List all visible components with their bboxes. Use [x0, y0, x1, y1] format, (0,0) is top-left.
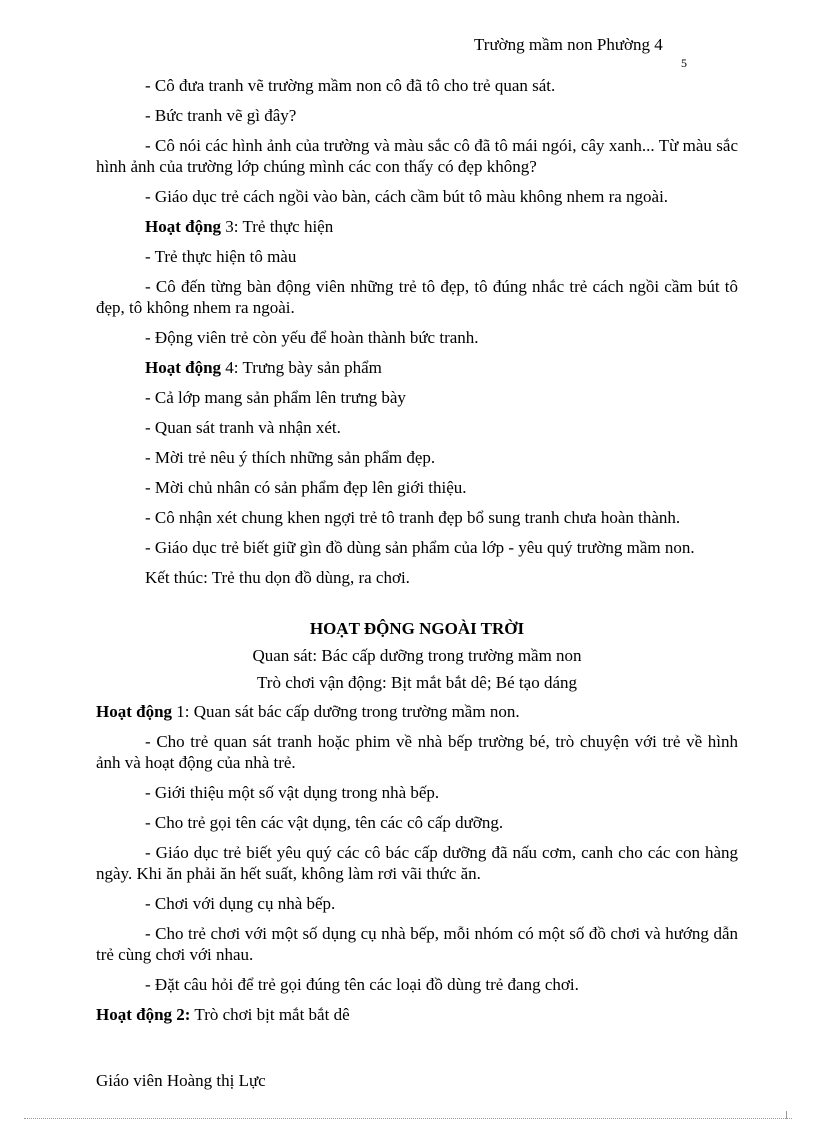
paragraph: - Giáo dục trẻ cách ngồi vào bàn, cách cầm bút tô màu không nhem ra ngoài.: [145, 187, 669, 206]
paragraph: - Trẻ thực hiện tô màu: [145, 247, 297, 266]
header-school-name: Trường mầm non Phường 4: [474, 35, 663, 54]
paragraph: - Cô đến từng bàn động viên những trẻ tô đẹp, tô đúng nhắc trẻ cách ngồi cầm bút tô đẹp, tô không nhem ra ngoài.: [96, 277, 738, 317]
paragraph: - Cô nhận xét chung khen ngợi trẻ tô tranh đẹp bổ sung tranh chưa hoàn thành.: [145, 508, 681, 527]
footer-divider: [24, 1118, 792, 1119]
paragraph: - Cô đưa tranh vẽ trường mầm non cô đã tô cho trẻ quan sát.: [145, 76, 556, 95]
paragraph: - Cho trẻ quan sát tranh hoặc phim về nhà bếp trường bé, trò chuyện với trẻ về hình ảnh và hoạt động của nhà trẻ.: [96, 732, 738, 772]
activity-heading-1: [96, 701, 738, 722]
section-subtitle: Trò chơi vận động: Bịt mắt bắt dê; Bé tạo dáng: [257, 673, 577, 692]
section-title: HOẠT ĐỘNG NGOÀI TRỜI: [309, 619, 525, 638]
paragraph: - Quan sát tranh và nhận xét.: [145, 418, 341, 437]
paragraph: - Mời chủ nhân có sản phẩm đẹp lên giới thiệu.: [145, 478, 467, 497]
paragraph: - Cả lớp mang sản phẩm lên trưng bày: [145, 388, 406, 407]
footer-teacher-name: Giáo viên Hoàng thị Lực: [96, 1071, 266, 1090]
paragraph: - Động viên trẻ còn yếu để hoàn thành bức tranh.: [145, 328, 479, 347]
activity-heading-3: [96, 216, 738, 237]
document-body: [96, 75, 738, 1025]
activity-heading-label: Hoạt động: [96, 702, 173, 721]
paragraph: - Giới thiệu một số vật dụng trong nhà bếp.: [145, 783, 440, 802]
paragraph: Kết thúc: Trẻ thu dọn đồ dùng, ra chơi.: [145, 568, 410, 587]
activity-heading-label: Hoạt động 2:: [96, 1005, 191, 1024]
activity-heading-text: Trò chơi bịt mắt bắt dê: [190, 1005, 350, 1024]
paragraph: - Giáo dục trẻ biết yêu quý các cô bác cấp dưỡng đã nấu cơm, canh cho các con hàng ngày. Khi ăn phải ăn hết suất, không làm rơi vãi thức ăn.: [96, 843, 738, 883]
paragraph: - Chơi với dụng cụ nhà bếp.: [145, 894, 336, 913]
activity-heading-text: 4: Trưng bày sản phẩm: [221, 358, 382, 377]
activity-heading-text: 1: Quan sát bác cấp dưỡng trong trường mầm non.: [172, 702, 520, 721]
activity-heading-text: 3: Trẻ thực hiện: [221, 217, 334, 236]
activity-heading-label: Hoạt động: [145, 217, 222, 236]
paragraph: - Cô nói các hình ảnh của trường và màu sắc cô đã tô mái ngói, cây xanh... Từ màu sắc hình ảnh của trường lớp chúng mình các con thấy có đẹp không?: [96, 136, 738, 176]
paragraph: - Bức tranh vẽ gì đây?: [145, 106, 297, 125]
paragraph: - Giáo dục trẻ biết giữ gìn đồ dùng sản phẩm của lớp - yêu quý trường mầm non.: [145, 538, 695, 557]
activity-heading-2: [96, 1004, 738, 1025]
activity-heading-label: Hoạt động: [145, 358, 222, 377]
paragraph: - Cho trẻ chơi với một số dụng cụ nhà bếp, mỗi nhóm có một số đồ chơi và hướng dẫn trẻ cùng chơi với nhau.: [96, 924, 738, 964]
paragraph: - Đặt câu hỏi để trẻ gọi đúng tên các loại đồ dùng trẻ đang chơi.: [145, 975, 579, 994]
section-subtitle: Quan sát: Bác cấp dưỡng trong trường mầm non: [252, 646, 582, 665]
activity-heading-4: [96, 357, 738, 378]
footer-corner-mark: [786, 1111, 787, 1119]
paragraph: - Mời trẻ nêu ý thích những sản phẩm đẹp.: [145, 448, 436, 467]
page-number: 5: [681, 56, 687, 70]
paragraph: - Cho trẻ gọi tên các vật dụng, tên các cô cấp dưỡng.: [145, 813, 504, 832]
